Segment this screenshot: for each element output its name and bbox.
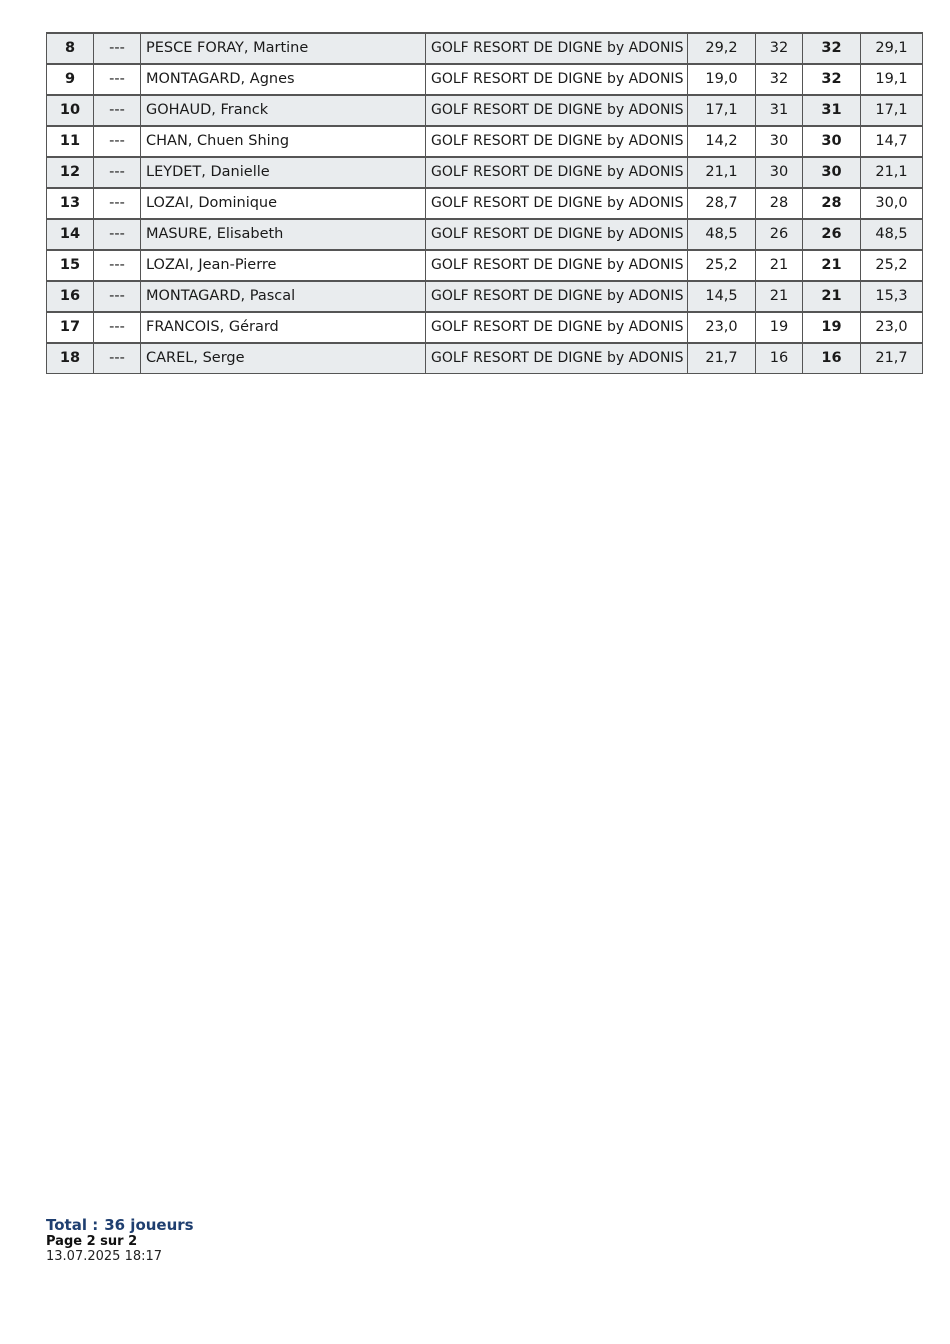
table-row <box>47 64 923 95</box>
rank-cell: 15 <box>47 250 94 281</box>
brut-score-cell: 32 <box>756 64 803 95</box>
total-value: 36 joueurs <box>104 1216 194 1234</box>
rank-cell: 12 <box>47 157 94 188</box>
net-score-cell: 31 <box>803 95 861 126</box>
club-cell: GOLF RESORT DE DIGNE by ADONIS <box>426 64 688 95</box>
brut-score-cell: 31 <box>756 95 803 126</box>
new-index-cell: 14,7 <box>861 126 923 157</box>
flag-cell: --- <box>94 95 141 126</box>
index-cell: 17,1 <box>688 95 756 126</box>
player-name-cell: LOZAI, Dominique <box>141 188 426 219</box>
index-cell: 48,5 <box>688 219 756 250</box>
player-name-cell: MASURE, Elisabeth <box>141 219 426 250</box>
index-cell: 14,2 <box>688 126 756 157</box>
net-score-cell: 21 <box>803 250 861 281</box>
player-name-cell: GOHAUD, Franck <box>141 95 426 126</box>
brut-score-cell: 19 <box>756 312 803 343</box>
player-name-cell: CAREL, Serge <box>141 343 426 374</box>
net-score-cell: 26 <box>803 219 861 250</box>
index-cell: 21,7 <box>688 343 756 374</box>
index-cell: 25,2 <box>688 250 756 281</box>
table-row <box>47 188 923 219</box>
index-cell: 23,0 <box>688 312 756 343</box>
player-name-cell: CHAN, Chuen Shing <box>141 126 426 157</box>
brut-score-cell: 30 <box>756 126 803 157</box>
club-cell: GOLF RESORT DE DIGNE by ADONIS <box>426 219 688 250</box>
flag-cell: --- <box>94 281 141 312</box>
club-cell: GOLF RESORT DE DIGNE by ADONIS <box>426 250 688 281</box>
player-name-cell: PESCE FORAY, Martine <box>141 33 426 64</box>
player-name-cell: LEYDET, Danielle <box>141 157 426 188</box>
club-cell: GOLF RESORT DE DIGNE by ADONIS <box>426 95 688 126</box>
club-cell: GOLF RESORT DE DIGNE by ADONIS <box>426 281 688 312</box>
player-name-cell: LOZAI, Jean-Pierre <box>141 250 426 281</box>
flag-cell: --- <box>94 64 141 95</box>
index-cell: 21,1 <box>688 157 756 188</box>
index-cell: 14,5 <box>688 281 756 312</box>
flag-cell: --- <box>94 312 141 343</box>
results-table <box>46 32 923 374</box>
index-cell: 19,0 <box>688 64 756 95</box>
new-index-cell: 48,5 <box>861 219 923 250</box>
player-name-cell: MONTAGARD, Pascal <box>141 281 426 312</box>
club-cell: GOLF RESORT DE DIGNE by ADONIS <box>426 188 688 219</box>
rank-cell: 17 <box>47 312 94 343</box>
new-index-cell: 15,3 <box>861 281 923 312</box>
net-score-cell: 16 <box>803 343 861 374</box>
rank-cell: 10 <box>47 95 94 126</box>
net-score-cell: 28 <box>803 188 861 219</box>
print-timestamp: 13.07.2025 18:17 <box>46 1249 163 1264</box>
new-index-cell: 17,1 <box>861 95 923 126</box>
flag-cell: --- <box>94 219 141 250</box>
new-index-cell: 21,1 <box>861 157 923 188</box>
rank-cell: 9 <box>47 64 94 95</box>
flag-cell: --- <box>94 188 141 219</box>
rank-cell: 11 <box>47 126 94 157</box>
results-body <box>47 33 923 374</box>
rank-cell: 18 <box>47 343 94 374</box>
table-row <box>47 157 923 188</box>
table-row <box>47 95 923 126</box>
table-row <box>47 33 923 64</box>
player-name-cell: FRANCOIS, Gérard <box>141 312 426 343</box>
table-row <box>47 250 923 281</box>
rank-cell: 8 <box>47 33 94 64</box>
index-cell: 29,2 <box>688 33 756 64</box>
brut-score-cell: 30 <box>756 157 803 188</box>
new-index-cell: 29,1 <box>861 33 923 64</box>
net-score-cell: 21 <box>803 281 861 312</box>
flag-cell: --- <box>94 343 141 374</box>
page-number: Page 2 sur 2 <box>46 1234 138 1249</box>
net-score-cell: 30 <box>803 126 861 157</box>
new-index-cell: 21,7 <box>861 343 923 374</box>
brut-score-cell: 26 <box>756 219 803 250</box>
club-cell: GOLF RESORT DE DIGNE by ADONIS <box>426 157 688 188</box>
total-players <box>46 1216 194 1234</box>
brut-score-cell: 21 <box>756 250 803 281</box>
flag-cell: --- <box>94 33 141 64</box>
brut-score-cell: 32 <box>756 33 803 64</box>
new-index-cell: 19,1 <box>861 64 923 95</box>
net-score-cell: 19 <box>803 312 861 343</box>
rank-cell: 14 <box>47 219 94 250</box>
page-footer <box>46 1216 194 1265</box>
total-label: Total : <box>46 1216 99 1234</box>
flag-cell: --- <box>94 157 141 188</box>
flag-cell: --- <box>94 250 141 281</box>
table-row <box>47 281 923 312</box>
brut-score-cell: 28 <box>756 188 803 219</box>
table-row <box>47 312 923 343</box>
new-index-cell: 23,0 <box>861 312 923 343</box>
brut-score-cell: 21 <box>756 281 803 312</box>
rank-cell: 16 <box>47 281 94 312</box>
new-index-cell: 25,2 <box>861 250 923 281</box>
net-score-cell: 32 <box>803 64 861 95</box>
club-cell: GOLF RESORT DE DIGNE by ADONIS <box>426 343 688 374</box>
player-name-cell: MONTAGARD, Agnes <box>141 64 426 95</box>
index-cell: 28,7 <box>688 188 756 219</box>
table-row <box>47 219 923 250</box>
club-cell: GOLF RESORT DE DIGNE by ADONIS <box>426 33 688 64</box>
net-score-cell: 32 <box>803 33 861 64</box>
table-row <box>47 126 923 157</box>
brut-score-cell: 16 <box>756 343 803 374</box>
club-cell: GOLF RESORT DE DIGNE by ADONIS <box>426 126 688 157</box>
net-score-cell: 30 <box>803 157 861 188</box>
club-cell: GOLF RESORT DE DIGNE by ADONIS <box>426 312 688 343</box>
table-row <box>47 343 923 374</box>
new-index-cell: 30,0 <box>861 188 923 219</box>
flag-cell: --- <box>94 126 141 157</box>
rank-cell: 13 <box>47 188 94 219</box>
